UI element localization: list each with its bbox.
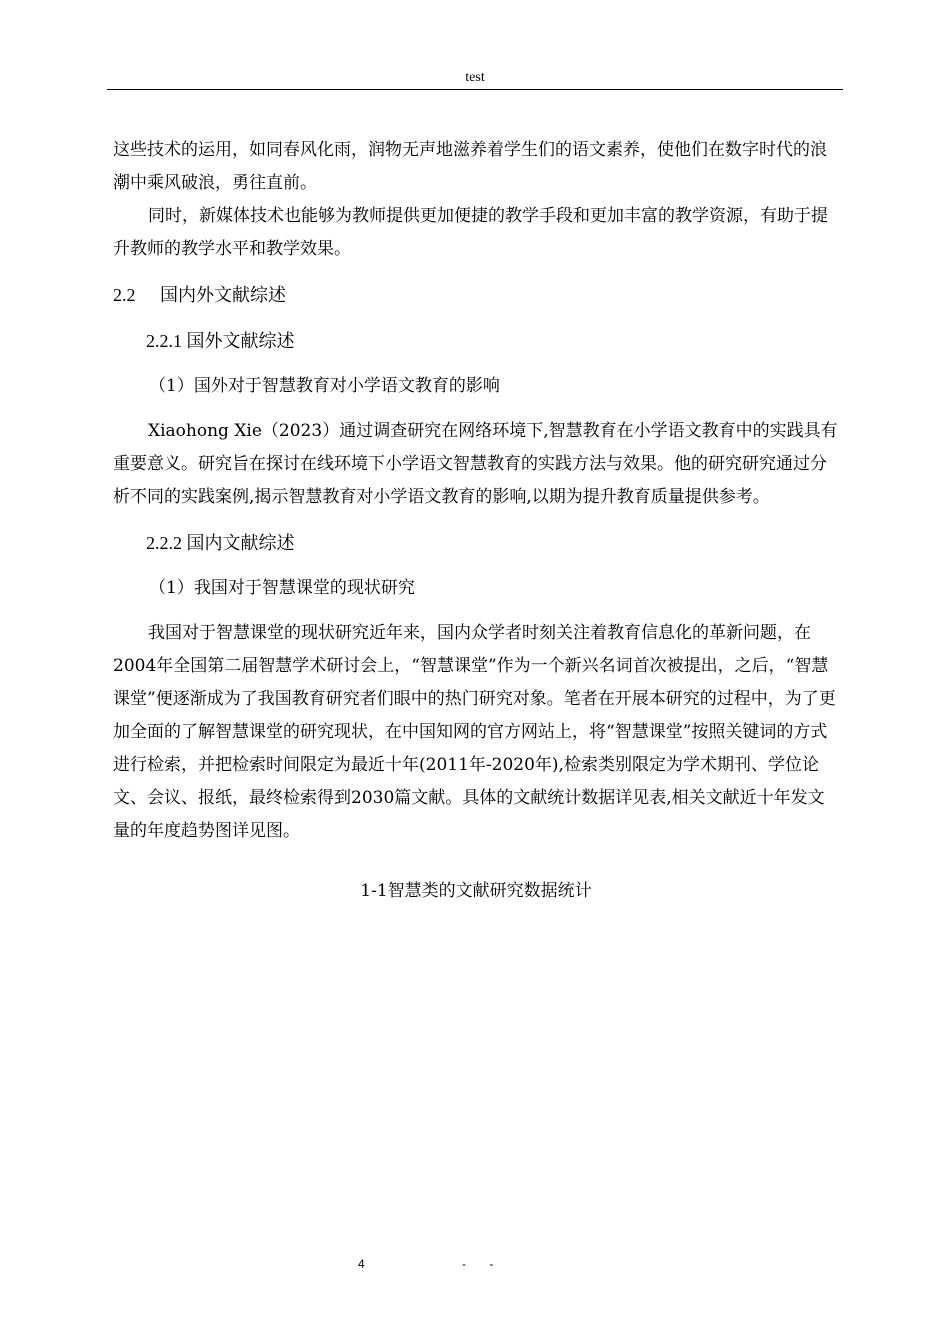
running-header: test <box>465 70 485 85</box>
page-body <box>113 134 839 908</box>
subtopic-heading-domestic: （1）我国对于智慧课堂的现状研究 <box>149 578 415 598</box>
footer-dashes: - - <box>462 1257 504 1271</box>
subsection-heading-2-2-1: 2.2.1 国外文献综述 <box>146 331 295 351</box>
subsection-heading-2-2-2: 2.2.2 国内文献综述 <box>146 533 295 553</box>
subtopic-heading-foreign: （1）国外对于智慧教育对小学语文教育的影响 <box>149 376 500 396</box>
header-rule <box>107 89 843 90</box>
section-number: 2.2 <box>113 285 136 305</box>
section-heading-2-2 <box>113 279 839 312</box>
paragraph-xiaohong-xie: Xiaohong Xie（2023）通过调查研究在网络环境下,智慧教育在小学语文教育中的实践具有重要意义。研究旨在探讨在线环境下小学语文智慧教育的实践方法与效果。他的研究研究通过分析不同的实践案例,揭示智慧教育对小学语文教育的影响,以期为提升教育质量提供参考。 <box>113 421 838 507</box>
paragraph-tech-use: 这些技术的运用，如同春风化雨，润物无声地滋养着学生们的语文素养，使他们在数字时代的浪潮中乘风破浪，勇往直前。 <box>113 140 827 193</box>
paragraph-smart-classroom: 我国对于智慧课堂的现状研究近年来，国内众学者时刻关注着教育信息化的革新问题，在2004年全国第二届智慧学术研讨会上，“智慧课堂”作为一个新兴名词首次被提出，之后，“智慧课堂”便逐渐成为了我国教育研究者们眼中的热门研究对象。笔者在开展本研究的过程中，为了更加全面的了解智慧课堂的研究现状，在中国知网的官方网站上，将“智慧课堂”按照关键词的方式进行检索，并把检索时间限定为最近十年(2011年-2020年),检索类别限定为学术期刊、学位论文、会议、报纸，最终检索得到2030篇文献。具体的文献统计数据详见表,相关文献近十年发文量的年度趋势图详见图。 <box>113 623 836 841</box>
page-number: 4 <box>358 1257 365 1271</box>
section-title: 国内外文献综述 <box>160 285 286 305</box>
paragraph-teacher-resources: 同时，新媒体技术也能够为教师提供更加便捷的教学手段和更加丰富的教学资源，有助于提升教师的教学水平和教学效果。 <box>113 206 828 259</box>
table-caption: 1-1智慧类的文献研究数据统计 <box>360 881 592 901</box>
